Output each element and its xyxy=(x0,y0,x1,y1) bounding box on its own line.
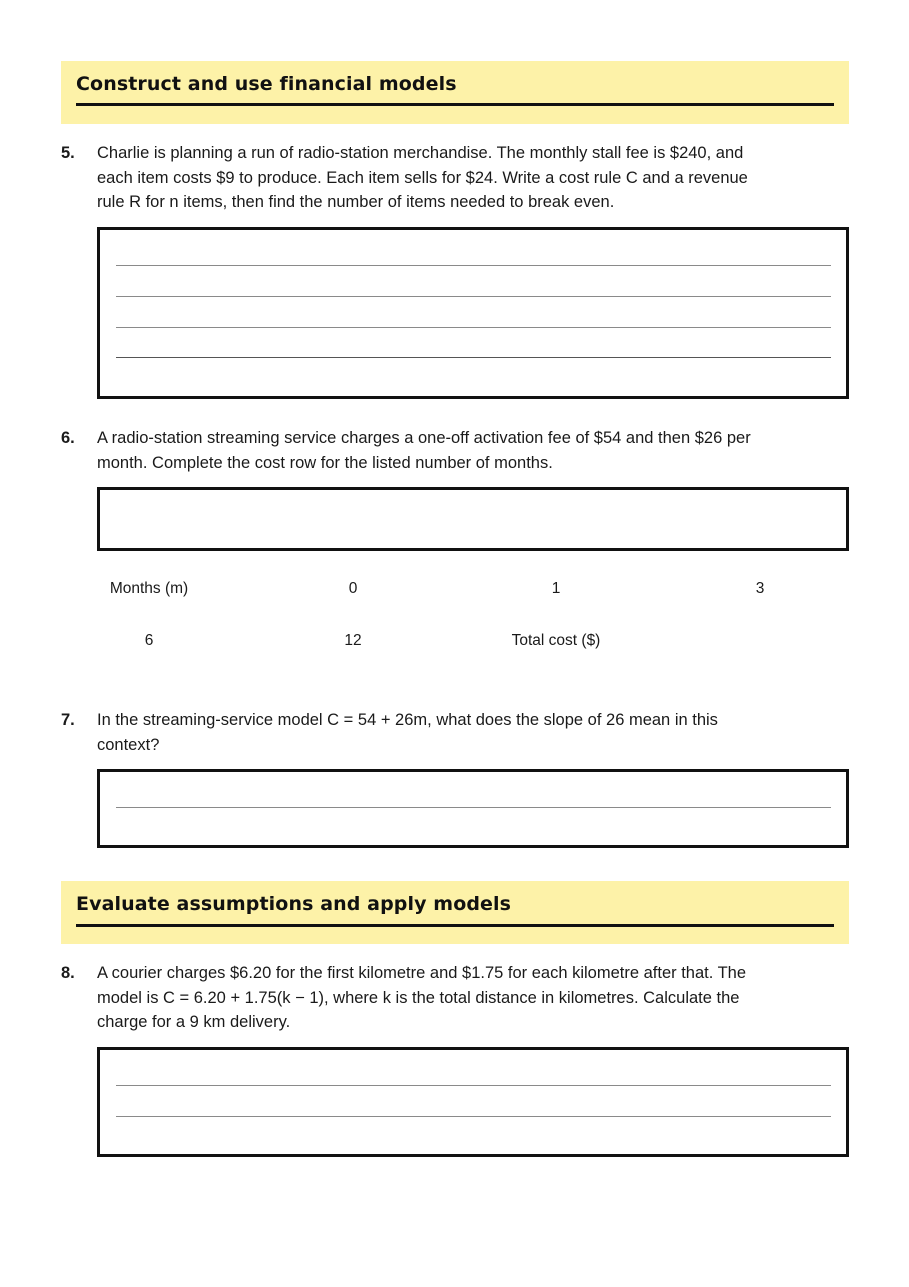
section-header-evaluate-assumptions xyxy=(61,881,849,944)
table-cell-months-label: Months (m) xyxy=(109,580,189,597)
question-number: 6. xyxy=(61,429,75,447)
question-text-line: model is C = 6.20 + 1.75(k − 1), where k is the total distance in kilometres. Calculate the xyxy=(97,988,740,1007)
table-cell-month-6: 6 xyxy=(144,632,154,649)
writing-line xyxy=(116,327,831,328)
writing-line xyxy=(116,1085,831,1086)
writing-line xyxy=(116,357,831,358)
question-text xyxy=(97,708,849,757)
question-text-line: month. Complete the cost row for the listed number of months. xyxy=(97,453,553,472)
question-5 xyxy=(61,141,851,216)
table-cell-month-12: 12 xyxy=(344,632,362,649)
section-title: Construct and use financial models xyxy=(76,73,457,95)
answer-box-q5[interactable] xyxy=(97,227,849,399)
section-title-underline xyxy=(76,924,834,927)
answer-box-q8[interactable] xyxy=(97,1047,849,1157)
question-text-line: context? xyxy=(97,735,160,754)
question-text-line: charge for a 9 km delivery. xyxy=(97,1013,291,1031)
question-text-line: A radio-station streaming service charges a one-off activation fee of $54 and then $26 per xyxy=(97,429,751,447)
question-text-line: A courier charges $6.20 for the first kilometre and $1.75 for each kilometre after that. The xyxy=(97,964,747,982)
question-text xyxy=(97,426,849,475)
question-text xyxy=(97,141,849,215)
question-7 xyxy=(61,708,851,758)
question-text-line: In the streaming-service model C = 54 + 26m, what does the slope of 26 mean in this xyxy=(97,711,718,729)
question-text-line: each item costs $9 to produce. Each item sells for $24. Write a cost rule C and a revenue xyxy=(97,168,748,187)
section-header-financial-models xyxy=(61,61,849,124)
writing-line xyxy=(116,265,831,266)
section-title-underline xyxy=(76,103,834,106)
question-text-line: rule R for n items, then find the number of items needed to break even. xyxy=(97,193,615,211)
section-title: Evaluate assumptions and apply models xyxy=(76,893,512,915)
table-cell-month-1: 1 xyxy=(551,580,561,597)
writing-line xyxy=(116,296,831,297)
question-text-line: Charlie is planning a run of radio-station merchandise. The monthly stall fee is $240, and xyxy=(97,144,744,162)
question-number: 8. xyxy=(61,964,75,982)
table-cell-month-3: 3 xyxy=(755,580,765,597)
question-6 xyxy=(61,426,851,476)
question-number: 5. xyxy=(61,144,75,162)
question-text xyxy=(97,961,849,1035)
question-8 xyxy=(61,961,851,1036)
question-number: 7. xyxy=(61,711,75,729)
writing-line xyxy=(116,1116,831,1117)
writing-line xyxy=(116,807,831,808)
table-cell-total-cost-label: Total cost ($) xyxy=(511,632,601,649)
table-cell-month-0: 0 xyxy=(348,580,358,597)
answer-box-q7[interactable] xyxy=(97,769,849,848)
answer-box-q6[interactable] xyxy=(97,487,849,551)
